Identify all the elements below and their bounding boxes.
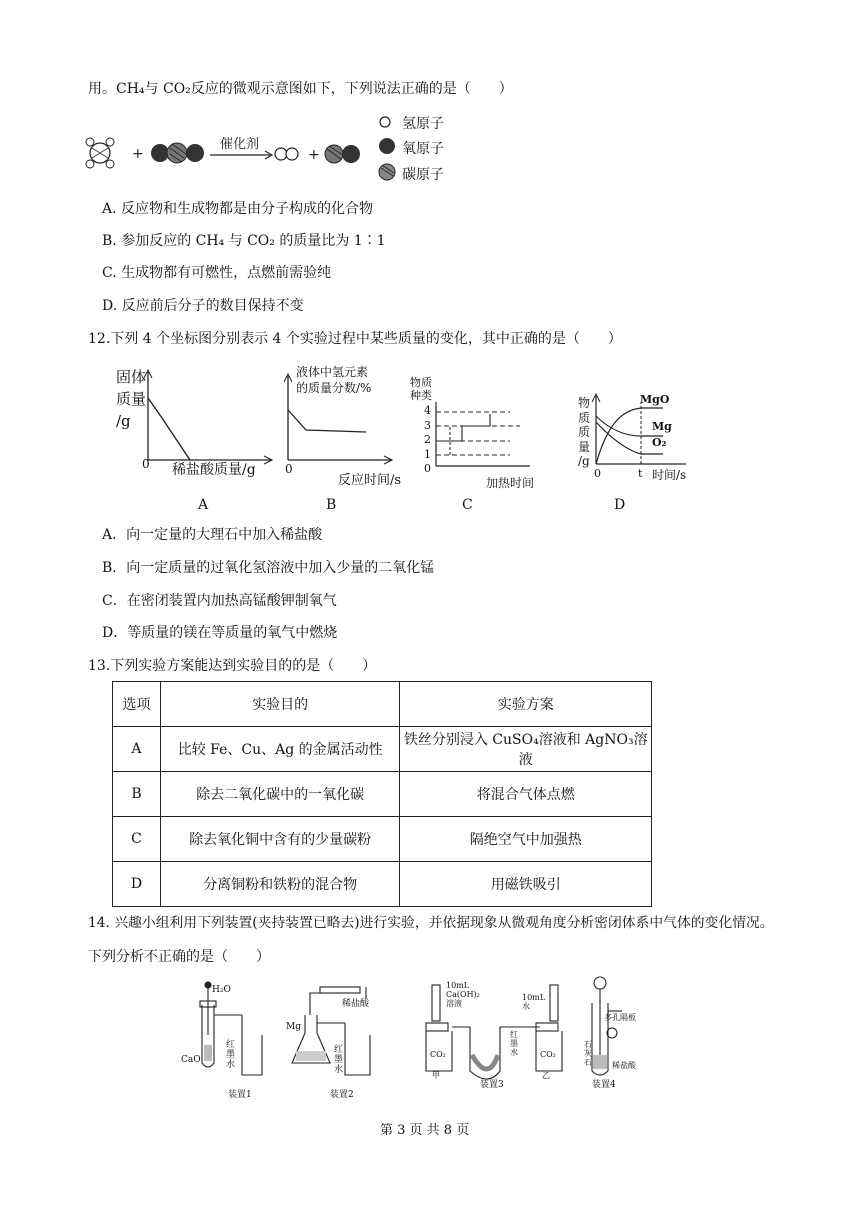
graph-a-caption: A <box>198 497 209 513</box>
q14-apparatus <box>170 975 640 1100</box>
device-4-caption: 装置4 <box>592 1080 616 1090</box>
d1-red-ink-label: 红 墨 水 <box>226 1040 236 1070</box>
q11-option-d: D. 反应前后分子的数目保持不变 <box>102 298 304 314</box>
cell-option: B <box>113 772 161 817</box>
graph-c-ticks: 4 3 2 1 0 <box>424 404 431 475</box>
graph-d-series-o2: O₂ <box>652 436 667 449</box>
d1-h2o-label: H₂O <box>212 985 231 995</box>
h2-molecule-icon <box>275 148 298 160</box>
cell-purpose: 分离铜粉和铁粉的混合物 <box>160 862 400 907</box>
graph-b-xlabel: 反应时间/s <box>338 473 402 488</box>
device-2-caption: 装置2 <box>330 1090 354 1100</box>
graph-d-tmark: t <box>638 467 643 480</box>
d4-limestone-label: 石 灰 石 <box>584 1040 592 1067</box>
d2-mg-label: Mg <box>286 1022 301 1032</box>
cell-purpose: 除去二氧化碳中的一氧化碳 <box>160 772 400 817</box>
graph-a-ylabel: 固体 质量 /g <box>116 368 147 430</box>
graph-d-series-mg: Mg <box>652 420 672 433</box>
table-row <box>113 727 652 772</box>
cell-plan: 用磁铁吸引 <box>400 862 652 907</box>
legend-oxygen: 氧原子 <box>402 141 444 157</box>
header-plan: 实验方案 <box>400 682 652 727</box>
graph-d-series-mgo: MgO <box>640 393 670 406</box>
co2-molecule-icon <box>151 143 204 163</box>
d3-co2-a-label: CO₂ <box>430 1050 446 1059</box>
q11-intro: 用。CH₄与 CO₂反应的微观示意图如下，下列说法正确的是（ ） <box>88 81 513 97</box>
catalyst-label: 催化剂 <box>220 137 260 152</box>
graph-a-origin: 0 <box>142 457 150 471</box>
q12-option-d: D．等质量的镁在等质量的氧气中燃烧 <box>102 625 338 641</box>
graph-d-origin: 0 <box>594 467 601 480</box>
cell-option: A <box>113 727 161 772</box>
cell-plan: 将混合气体点燃 <box>400 772 652 817</box>
q14-stem: 14. 兴趣小组利用下列装置(夹持装置已略去)进行实验，并依据现象从微观角度分析密闭体系中气体的变化情况。 <box>88 915 774 931</box>
graph-d-xlabel: 时间/s <box>652 468 687 482</box>
device-3-caption: 装置3 <box>480 1080 504 1090</box>
d3-co2-b-label: CO₂ <box>540 1050 556 1059</box>
svg-text:+: + <box>132 146 144 162</box>
d3-jia-label: 甲 <box>432 1071 440 1080</box>
q13-stem: 13.下列实验方案能达到实验目的的是（ ） <box>88 658 377 674</box>
atom-legend <box>379 117 395 180</box>
d2-red-ink-label: 红 墨 水 <box>334 1045 344 1075</box>
table-row <box>113 817 652 862</box>
graph-a <box>140 368 280 468</box>
header-purpose: 实验目的 <box>160 682 400 727</box>
q13-table <box>112 681 652 907</box>
graph-b-caption: B <box>326 497 337 513</box>
legend-carbon: 碳原子 <box>402 167 444 183</box>
d4-hcl-label: 稀盐酸 <box>612 1061 636 1070</box>
header-option: 选项 <box>113 682 161 727</box>
graph-b <box>282 372 397 468</box>
q12-stem: 12.下列 4 个坐标图分别表示 4 个实验过程中某些质量的变化，其中正确的是（ ） <box>88 331 622 347</box>
graph-c-ylabel: 物质 种类 <box>410 376 432 402</box>
d4-porous-plate-label: 多孔隔板 <box>604 1013 636 1022</box>
graph-d <box>588 392 688 470</box>
q12-option-c: C．在密闭装置内加热高锰酸钾制氧气 <box>102 593 337 609</box>
graph-b-origin: 0 <box>285 462 293 476</box>
q12-option-b: B．向一定质量的过氧化氢溶液中加入少量的二氧化锰 <box>102 560 435 576</box>
cell-plan: 铁丝分别浸入 CuSO₄溶液和 AgNO₃溶液 <box>400 727 652 772</box>
d3-red-ink-label: 红 墨 水 <box>510 1030 518 1057</box>
graph-b-ylabel: 液体中氢元素 的质量分数/% <box>296 365 372 395</box>
d3-water-label: 10mL 水 <box>522 993 546 1011</box>
q11-option-a: A. 反应物和生成物都是由分子构成的化合物 <box>102 201 374 217</box>
graph-d-ylabel: 物 质 质 量 /g <box>578 396 591 468</box>
cell-plan: 隔绝空气中加强热 <box>400 817 652 862</box>
cell-purpose: 比较 Fe、Cu、Ag 的金属活动性 <box>160 727 400 772</box>
d3-yi-label: 乙 <box>542 1071 550 1080</box>
q12-option-a: A．向一定量的大理石中加入稀盐酸 <box>102 527 323 543</box>
svg-text:+: + <box>308 147 320 163</box>
graph-d-caption: D <box>614 497 626 513</box>
page-footer: 第 3 页 共 8 页 <box>380 1123 470 1138</box>
graph-c-xlabel: 加热时间 <box>486 476 535 490</box>
table-row <box>113 772 652 817</box>
ch4-molecule-icon <box>86 138 114 168</box>
cell-option: D <box>113 862 161 907</box>
table-row <box>113 862 652 907</box>
graph-a-xlabel: 稀盐酸质量/g <box>172 462 256 478</box>
q11-option-c: C. 生成物都有可燃性，点燃前需验纯 <box>102 265 332 281</box>
table-header-row <box>113 682 652 727</box>
co-molecule-icon <box>325 145 360 163</box>
cell-option: C <box>113 817 161 862</box>
device-1-caption: 装置1 <box>228 1090 252 1100</box>
d3-caoh2-label: 10mL Ca(OH)₂ 溶液 <box>446 981 480 1008</box>
graph-c-caption: C <box>462 497 473 513</box>
legend-hydrogen: 氢原子 <box>402 116 444 132</box>
cell-purpose: 除去氧化铜中含有的少量碳粉 <box>160 817 400 862</box>
q11-option-b: B. 参加反应的 CH₄ 与 CO₂ 的质量比为 1∶1 <box>102 233 386 249</box>
q14-stem-2: 下列分析不正确的是（ ） <box>88 949 270 965</box>
d1-cao-label: CaO <box>181 1055 201 1065</box>
d2-hcl-label: 稀盐酸 <box>342 999 370 1009</box>
